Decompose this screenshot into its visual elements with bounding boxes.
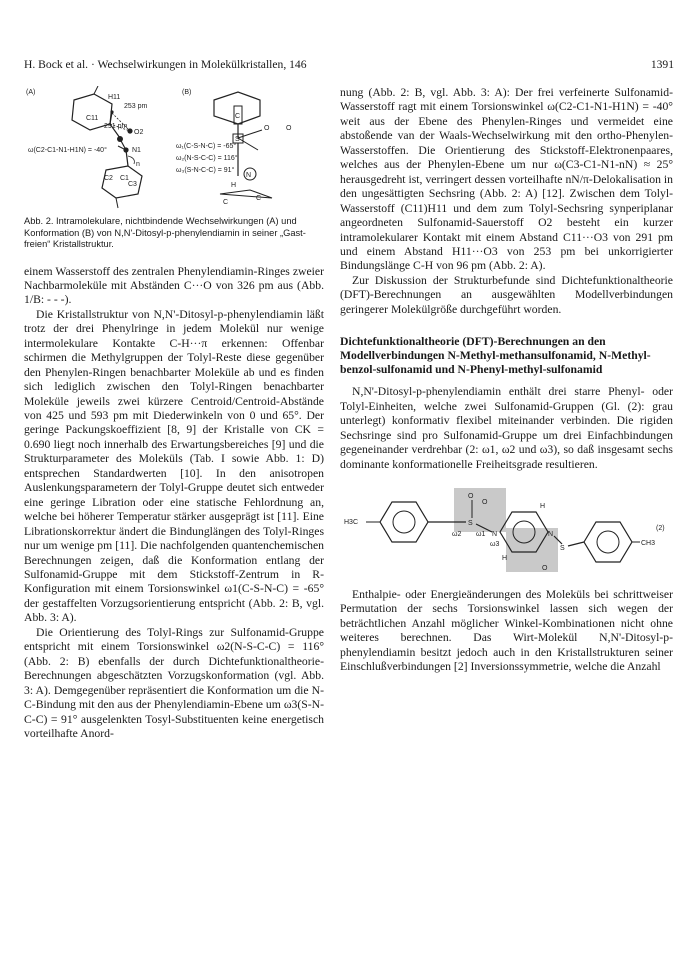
n-atom-right: N xyxy=(548,530,554,538)
s-o-bond-left xyxy=(238,138,258,150)
h-atom-right: H xyxy=(540,502,546,510)
tolyl-ring-right-aromatic xyxy=(597,531,619,553)
running-title: H. Bock et al. · Wechselwirkungen in Molekülkristallen, 146 xyxy=(24,58,307,71)
c2-label: C2 xyxy=(104,175,113,182)
o2-atom xyxy=(127,128,132,133)
o-atom-left-1: O xyxy=(468,492,474,500)
o2-label: O2 xyxy=(134,129,144,136)
s-atom-right: S xyxy=(560,544,565,552)
n1-label: N1 xyxy=(132,147,141,154)
tolyl-ring-left-aromatic xyxy=(393,511,415,533)
o-atom-right: O xyxy=(542,564,548,572)
s-label-b: S xyxy=(235,136,240,143)
w3-label: ω₃(S-N-C-C) = 91° xyxy=(176,167,235,174)
right-paragraph-2: Zur Diskussion der Strukturbefunde sind Dichtefunktionaltheorie (DFT)-Berechnungen an ausgewählten Modellverbindungen geringerer Molekülgröße durchgeführt worden. xyxy=(340,273,673,316)
w1-left: ω1 xyxy=(476,530,486,538)
o-label-b2: O xyxy=(286,125,292,132)
left-paragraph-3: Die Orientierung des Tolyl-Rings zur Sulfonamid-Gruppe entspricht mit einem Torsionswinkel ω2(N-S-C-C) = 116° (Abb. 2: B) ebenfalls der durch Dichtefunktionaltheorie-Berechnungen abgeschätzten Vorzugskonformation (vgl. Abb. 3: A). Demgegenüber repräsentiert die Konformation um die N-C-Bindung mit den aus der Phenylendiamin-Ebene um ω3(S-N-C-C) = 91° ausgelenkten Tosyl-Substituenten keine energetisch vorteilhafte Anord- xyxy=(24,625,324,740)
o-atom-left-2: O xyxy=(482,498,488,506)
c1-label: C1 xyxy=(120,175,129,182)
formula-number: (2) xyxy=(656,524,665,532)
h11-label: H11 xyxy=(108,94,121,101)
w1-label: ω₁(C-S-N-C) = -65° xyxy=(176,143,237,150)
w2-label: ω₂(N-S-C-C) = 116° xyxy=(176,155,238,162)
tolyl-ring-left xyxy=(380,502,428,542)
s-c-bond-right xyxy=(568,542,584,546)
s-atom-left: S xyxy=(468,519,473,527)
n-atom-left: N xyxy=(492,530,498,538)
c-label-b2: C xyxy=(223,199,229,206)
phenylene-h-bond xyxy=(116,198,118,208)
page-header xyxy=(24,58,674,74)
figure-2 xyxy=(24,86,324,212)
left-paragraph-2: Die Kristallstruktur von N,N'-Ditosyl-p-phenylendiamin läßt trotz der drei Phenylringe in jedem Molekül nur wenige intermolekulare Kontakte C-H···π erkennen: Offenbar schirmen die Methylgruppen der Tolyl-Reste diese gegenüber den Phenylen-Ringen benachbarter Moleküle ab und es finden sich lediglich zwischen den Tolyl-Ringen benachbarter Moleküle jeweils zwei kürzere Centroid/Centroid-Abstände von 425 und 593 pm mit Diederwinkeln von 0 und 65°. Der geringe Packungskoeffizient [8, 9] der Kristalle von CK = 0.690 liegt noch innerhalb des Erwartungsbereiches [9] und die Strukturparameter des Moleküls (Tab. I sowie Abb. 1: D) entsprechen Standardwerten [10]. In den anisotropen Auslenkungsparametern der Tolyl-Gruppe deutet sich entweder eine geringe Libration oder eine statische Fehlordnung an, welche bei höherer Temperatur stärker ausgeprägt ist [11]. Eine Librationskorrektur ändert die Bindunglängen des Tolyl-Ringes nur um wenige pm [11]. Die nachfolgenden quantenchemischen Berechnungen zeigen, daß die Konformation entlang der Sulfonamid-Gruppe mit dem Stickstoff-Zentrum in R-Konfiguration mit einem Torsionswinkel ω1(C-S-N-C) = -65° der gestaffelten Vorzugsorientierung entspricht (Abb. 2: B, vgl. Abb. 3: A). xyxy=(24,307,324,625)
left-column xyxy=(24,86,324,741)
formula-2 xyxy=(340,484,673,576)
distance-291-label: 291 pm xyxy=(104,123,128,130)
tolyl-ring-right xyxy=(584,522,632,562)
c11-label: C11 xyxy=(86,115,99,122)
c-label-b3: C xyxy=(256,195,262,202)
panel-a-label: (A) xyxy=(26,89,36,96)
right-paragraph-1: nung (Abb. 2: B, vgl. Abb. 3: A): Der frei verfeinerte Sulfonamid-Wasserstoff ragt mit einem Torsionswinkel ω(C2-C1-N1-H1N) = -40° weit aus der Ebene des Phenylen-Ringes und vermeidet eine abstoßende van der Waals-Wechselwirkung mit den ortho-Phenylen-Wasserstoffen. Die Orientierung des Stickstoff-Elektronenpaares, welches aus der Phenylen-Ebene um nur ω(C3-C1-N1-nN) ≈ 25° herausgedreht ist, verringert dessen vorteilhafte nN/π-Delokalisation in den ungesättigten Sechsring (Abb. 2: A) [12]. Zwischen dem Tolyl-Wasserstoff (C11)H11 und dem zum Tolyl-Sechsring synperiplanar angeordneten Sulfonamid-Sauerstoff O2 besteht ein kurzer intramolekularer Kontakt mit einem Abstand C11···O3 von 291 pm und einem Abstand H11···O3 von 253 pm bei unkorrigierter Bindungslänge C-H von 96 pm (Abb. 2: A). xyxy=(340,86,673,273)
h-label-b: H xyxy=(231,182,237,189)
o-label-b1: O xyxy=(264,125,270,132)
c-atom-label-b1: C xyxy=(235,113,241,120)
w2-left: ω2 xyxy=(452,530,462,538)
lower-c-frame xyxy=(220,190,272,198)
right-paragraph-4: Enthalpie- oder Energieänderungen des Moleküls bei schrittweiser Permutation der sechs Torsionswinkel lassen sich wegen der beträchtlichen Anzahl möglicher Winkel-Kombinationen nicht ohne weiteres berechnen. Das Wirt-Molekül N,N'-Ditosyl-p-phenylendiamin besitzt jedoch auch in den Kristallstrukturen seiner Einschlußverbindungen [2] Inversionssymmetrie, welche die Anzahl xyxy=(340,587,673,674)
figure-2-drawing xyxy=(24,86,324,212)
ch3-group: CH3 xyxy=(641,539,656,547)
h-atom-left: H xyxy=(502,554,508,562)
page-number: 1391 xyxy=(650,58,674,71)
section-heading: Dichtefunktionaltheorie (DFT)-Berechnungen an den Modellverbindungen N-Methyl-methansulfonamid, N-Methyl-benzol-sulfonamid und N-Phenyl-methyl-sulfonamid xyxy=(340,335,651,377)
formula-2-drawing xyxy=(340,484,673,576)
figure-caption: Abb. 2. Intramolekulare, nichtbindende Wechselwirkungen (A) und Konformation (B) von N,N'-Ditosyl-p-phenylendiamin in seiner „Gast-freien“ Kristallstruktur. xyxy=(24,216,306,249)
omega-a-label: ω(C2-C1-N1-H1N) = -40° xyxy=(28,147,107,154)
c3-label: C3 xyxy=(128,181,137,188)
panel-b-label: (B) xyxy=(182,89,192,96)
h3c-group: H3C xyxy=(344,518,359,526)
upper-ring-methyl-bond xyxy=(94,86,98,94)
distance-253-label: 253 pm xyxy=(124,103,148,110)
w3-left: ω3 xyxy=(490,540,500,548)
nn-label: n xyxy=(136,161,140,168)
lone-pair-lobe xyxy=(128,156,134,164)
right-paragraph-3: N,N'-Ditosyl-p-phenylendiamin enthält drei starre Phenyl- oder Tolyl-Einheiten, welche zwei Sulfonamid-Gruppen (Gl. (2): grau unterlegt) konformativ flexibel miteinander verbinden. Die rigiden Sechsringe sind pro Sulfonamid-Gruppe um drei Einfachbindungen gegeneinander verdrehbar (2: ω1, ω2 und ω3), so daß insgesamt sechs dominante konformationelle Freiheitsgrade resultieren. xyxy=(340,385,673,471)
right-column xyxy=(340,86,673,675)
left-paragraph-1: einem Wasserstoff des zentralen Phenylendiamin-Ringes zweier Nachbarmoleküle mit Abständen C···O von 326 pm aus (Abb. 1/B: - - -). xyxy=(24,264,324,307)
n-label-b: N xyxy=(246,172,252,179)
